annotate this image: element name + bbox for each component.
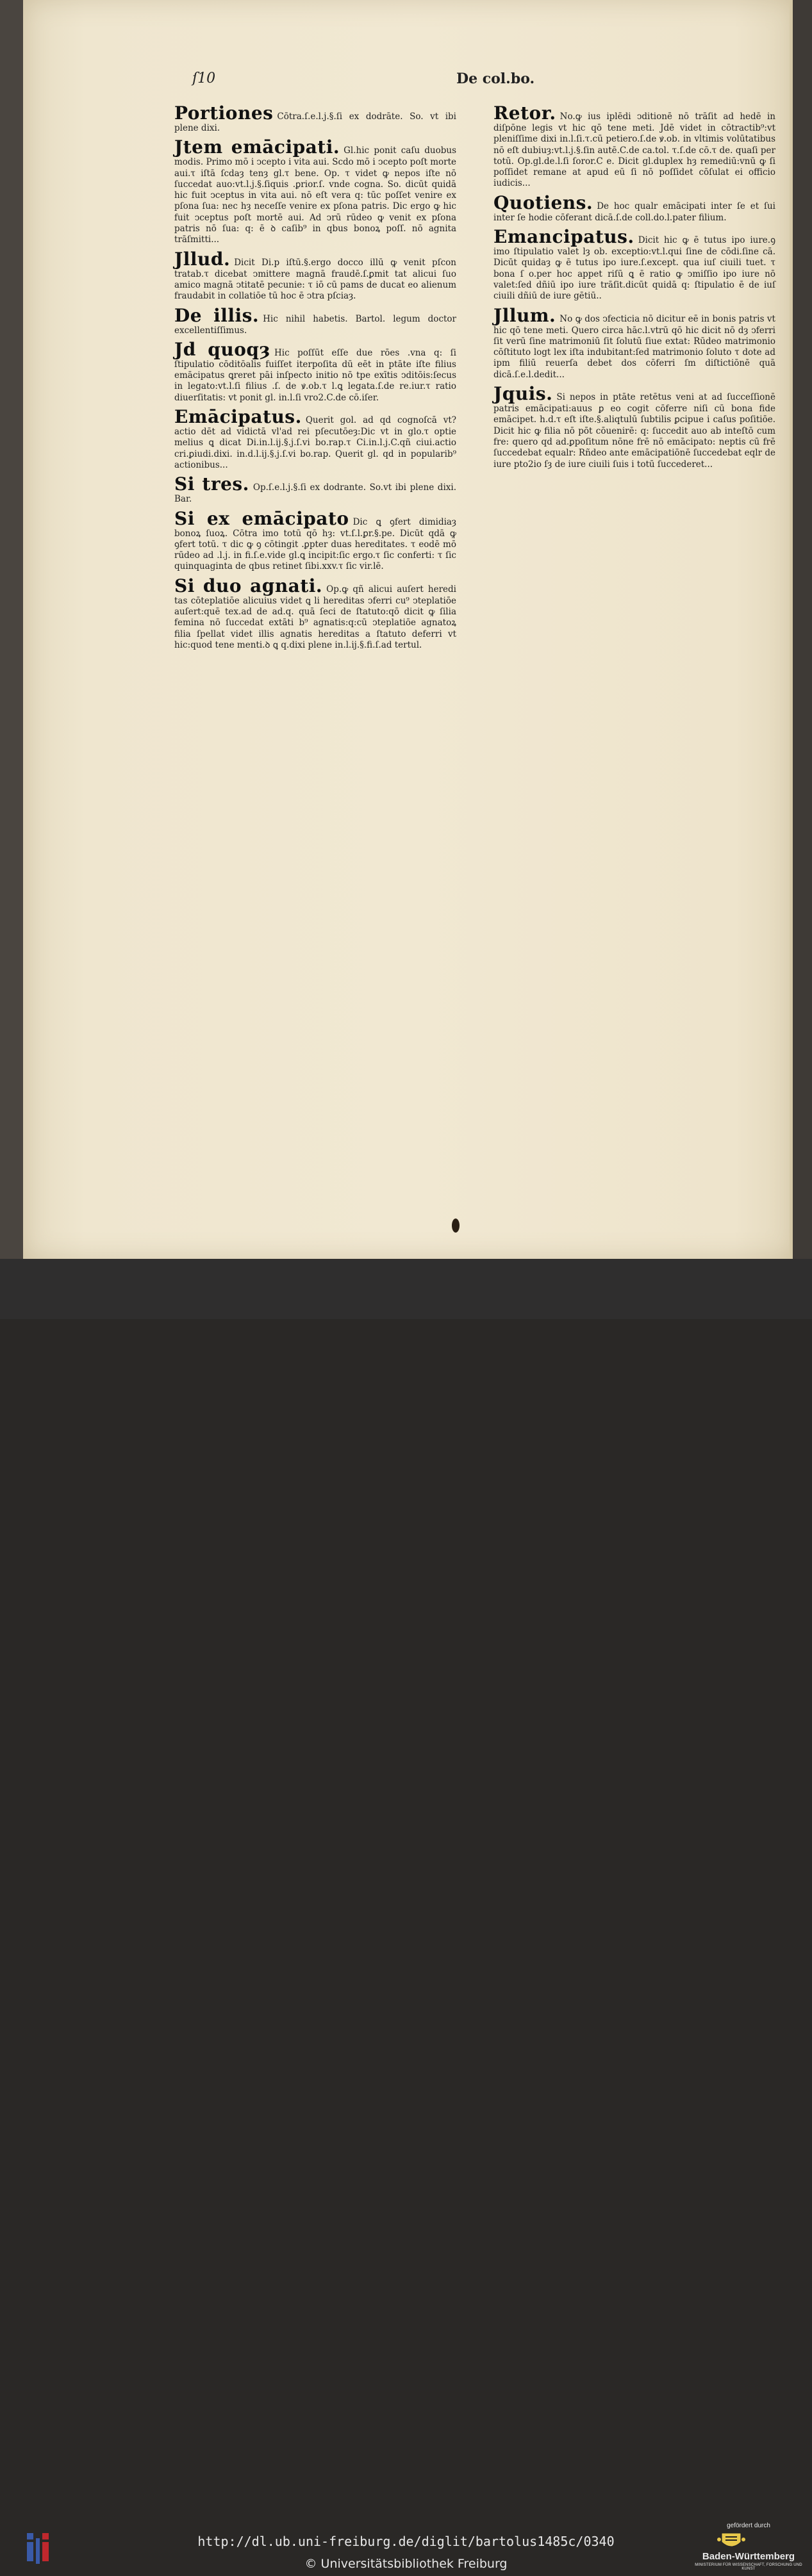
- lemma-heading: Si ex emācipato: [174, 507, 349, 529]
- paragraph-text: Op.ſ.e.l.j.§.ſi ex dodrante. So.vt ibi plene dixi. Bar.: [174, 482, 456, 505]
- scan-background-right: [793, 0, 812, 1259]
- paragraph: [174, 340, 456, 404]
- paragraph-text: Hic nihil habetis. Bartol. legum doctor excellentiſſimus.: [174, 313, 457, 336]
- paragraph-text: Gl.hic ponit caſu duobus modis. Primo mō i ↄcepto i vita aui. Scdo mō i ↄcepto poſt morte aui.τ iſtā ſcdaȝ tenȝ gl.τ bene. Op. τ videt ꝙ nepos iſte nō ſuccedat auo:vt.l.j.§.ſiquis .ꝑrior.ſ. vnde cogna. So. dicūt quidā hic fuit ↄceptus in vita aui. nō eſt vera q: tūc poſſet venire ex pſona ſua: nec hȝ neceſſe venire ex pſona patris. Dic ergo ꝙ hic fuit ↄceptus poſt mortē aui. Ad ↄrū rūdeo ꝙ venit ex pſona patris nō ſua: q: ē ꝺ caſib⁹ in qbus bonoꝝ poſſ. nō agnita trāſmitti...: [174, 145, 457, 245]
- paragraph-text: Cōtra.ſ.e.l.j.§.ſi ex dodrāte. So. vt ibi plene dixi.: [174, 111, 456, 133]
- lemma-heading: Si duo agnati.: [174, 575, 323, 596]
- paragraph-text: Hic poſſūt eſſe due rōes .vna q: ſi ſtipulatio cōditōalis fuiſſet iterpoſita dū eēt in ptāte iſte filius emācipatus ꝗreret pāi inſpecto initio nō tpe exītis ↄditōis:ſecus in legato:vt.l.ſi filius .ſ. de ꝟ.ob.τ l.ꝗ legata.ſ.de re.iur.τ ratio diuerſitatis: vt ponit gl. in.l.ſi vro2.C.de cō.iſer.: [174, 347, 456, 403]
- paragraph: [174, 138, 456, 245]
- lemma-heading: Jd quoqȝ: [174, 338, 270, 360]
- paragraph-text: Op.ꝙ qñ alicui auſert heredi tas cōteplatiōe alicuius videt ꝗ li hereditas ↄferri cu⁹ ↄteplatiōe auſert:quē tex.ad de ad.q. quā ſeci de ſtatuto:qō dicit ꝙ ſilia femina nō ſuccedat extāti b⁹ agnatis:q:cū ↄteplatiōe agnatoꝝ filia ſpellat videt illis agnatis hereditas a ſtatuto deferri vt hic:quod tene menti.ꝺ ꝗ q.dixi plene in.l.ij.§.fi.ſ.ad tertul.: [174, 584, 456, 650]
- paragraph: [493, 227, 775, 302]
- ink-blot: [452, 1218, 460, 1233]
- folio-number: ſ10: [192, 70, 216, 86]
- paragraph-text: Si nepos in ptāte retētus veni at ad ſucceſſionē patris emācipati:auus ꝑ eo cogit cōferre niſi cū bona fide emācipet. h.d.τ eſt iſte.§.aliqtulū ſubtilis ꝑcipue i caſus poſitiōe. Dicit hic ꝙ filia nō pōt cōuenirē: q: ſuccedit auo ab inteſtō cum fre: quero qd ad.ꝑpoſitum nōne frē nō emācipato: neptis cū frē ſuccedebat equalr: Rñdeo ante emācipatiōnē ſuccedebat eqlr de iure pto2io ſȝ de iure ciuili ſuis i totū ſuccederet...: [493, 392, 775, 470]
- running-head: De col.bo.: [456, 70, 535, 87]
- lemma-heading: De illis.: [174, 304, 260, 326]
- right-text-column: [493, 104, 775, 1033]
- lemma-heading: Quotiens.: [493, 192, 593, 213]
- lemma-heading: Retor.: [493, 103, 556, 124]
- paragraph-text: Dicit hic ꝙ ē tutus ipo iure.ꝯ imo ſtipulatio valet lȝ ob. exceptio:vt.l.qui ſine de cōdi.ſine cā. Dicūt quidaȝ ꝙ ē tutus ipo iure.ſ.except. qua iuſ ciuili tuet. τ bona ſ o.per hoc appet riſū ꝗ ē ratio ꝙ ↄmiſſio ipo iure nō valet:ſed dñiū ipo iure trāſit.dicūt quidā q: ſtipulatio ē de iuſ ciuili dñiū de iure gētiū..: [493, 235, 775, 302]
- paragraph: [174, 306, 456, 336]
- left-text-column: [174, 104, 456, 1013]
- sponsor-block: [691, 2521, 806, 2576]
- paragraph-text: De hoc qualr emācipati inter ſe et ſui inter ſe hodie cōferant dicā.ſ.de coll.do.l.pater filium.: [493, 201, 775, 223]
- paragraph: [174, 250, 456, 302]
- paragraph-text: Querit gol. ad qd cognoſcā vt? actio dēt ad vidictā vl'ad rei pſecutōeȝ:Dic vt in glo.τ optie melius ꝗ dicat Di.in.l.ij.§.j.ſ.vi bo.rap.τ Ci.in.l.j.C.qñ ciui.actio cri.ꝑiudi.dixi. in.d.l.ij.§.j.ſ.vi bo.rap. Querit gl. qd in popularib⁹ actionibus...: [174, 415, 456, 470]
- paragraph: [174, 407, 456, 471]
- paragraph: [493, 193, 775, 224]
- lemma-heading: Jllum.: [493, 304, 556, 326]
- state-crest-icon: [717, 2531, 746, 2551]
- lemma-heading: Emācipatus.: [174, 406, 302, 428]
- paragraph: [174, 577, 456, 651]
- paragraph-text: No.ꝙ ius iplēdi ↄditionē nō trāſit ad hedē in diſpōne legis vt hic qō tene meti. Jdē videt in cōtractib⁹:vt pleniſſime dixi in.l.ſi.τ.cū petiero.ſ.de ꝟ.ob. in vltimis volūtatibus nō eſt dubiuȝ:vt.l.j.§.ſin autē.C.de ca.tol. τ.ſ.de cō.τ de. quaſi per totū. Op.gl.de.l.ſi ſoror.C e. Dicit gl.duplex hȝ remediū:vnū ꝙ ſi poſſidet remane at apud eū ſi nō poſſidet cōſulat ei officio iudicis...: [493, 111, 775, 189]
- paragraph: [493, 384, 775, 470]
- scan-viewer: [0, 0, 812, 1259]
- paragraph: [174, 104, 456, 134]
- sponsor-label: gefördert durch: [727, 2522, 770, 2529]
- lemma-heading: Jllud.: [174, 248, 231, 270]
- lemma-heading: Jquis.: [493, 383, 553, 405]
- paragraph: [174, 509, 456, 573]
- paragraph: [174, 475, 456, 505]
- lemma-heading: Emancipatus.: [493, 226, 634, 248]
- paragraph-text: No ꝙ dos ↄfecticia nō dicitur eē in bonis patris vt hic qō tene meti. Quero circa hāc.l.vtrū qō hic dicit nō dȝ ↄferri ſit verū ſine matrimoniū ſit ſolutū ſiue extat: Rūdeo matrimonio cōſtituto logt lex iſta indubitant:ſed matrimonio ſoluto τ dote ad ipm filiū reuerſa debet dos cōferri ſm diſtictiōnē quā dicā.ſ.e.l.dedit...: [493, 313, 775, 380]
- sponsor-name: Baden-Württemberg: [702, 2551, 795, 2562]
- lemma-heading: Si tres.: [174, 473, 249, 495]
- permalink-url[interactable]: http://dl.ub.uni-freiburg.de/diglit/bartolus1485c/0340: [197, 2534, 615, 2549]
- paragraph-text: Dicit Di.p iſtū.§.ergo docco illū ꝙ venit pſcon tratab.τ dicebat ↄmittere magnā fraudē.ſ.ꝑmit tat alicui ſuo amico magnā ↄtitatē pecunie: τ iō cū pams de ducat eo alienum fraudabit in collatiōe tū hoc ē ↄtra pſciaȝ.: [174, 257, 456, 302]
- paragraph: [493, 306, 775, 381]
- scan-background-left: [0, 0, 23, 1259]
- paragraph: [493, 104, 775, 190]
- lemma-heading: Jtem emācipati.: [174, 136, 340, 158]
- lemma-heading: Portiones: [174, 103, 274, 124]
- copyright-notice: © Universitätsbibliothek Freiburg: [304, 2557, 508, 2571]
- viewer-footer: [0, 1259, 812, 2571]
- paragraph-text: Dic ꝗ ꝯfert dimidiaȝ bonoꝝ ſuoꝝ. Cōtra imo totū qō hȝ: vt.ſ.l.ꝑr.§.pe. Dicūt qdā ꝙ ꝯfert totū. τ dic ꝙ ꝯ cōtingit .ꝑpter duas hereditates. τ eodē mō rūdeo ad .l.j. in fi.ſ.e.vide gl.ꝗ incipit:ſic ergo.τ ſic conferti: τ ſic quinquaginta de qbus retinet ſibi.xxv.τ ſic vir.lē.: [174, 516, 457, 572]
- sponsor-ministry: MINISTERIUM FÜR WISSENSCHAFT, FORSCHUNG UND KUNST: [695, 2563, 802, 2571]
